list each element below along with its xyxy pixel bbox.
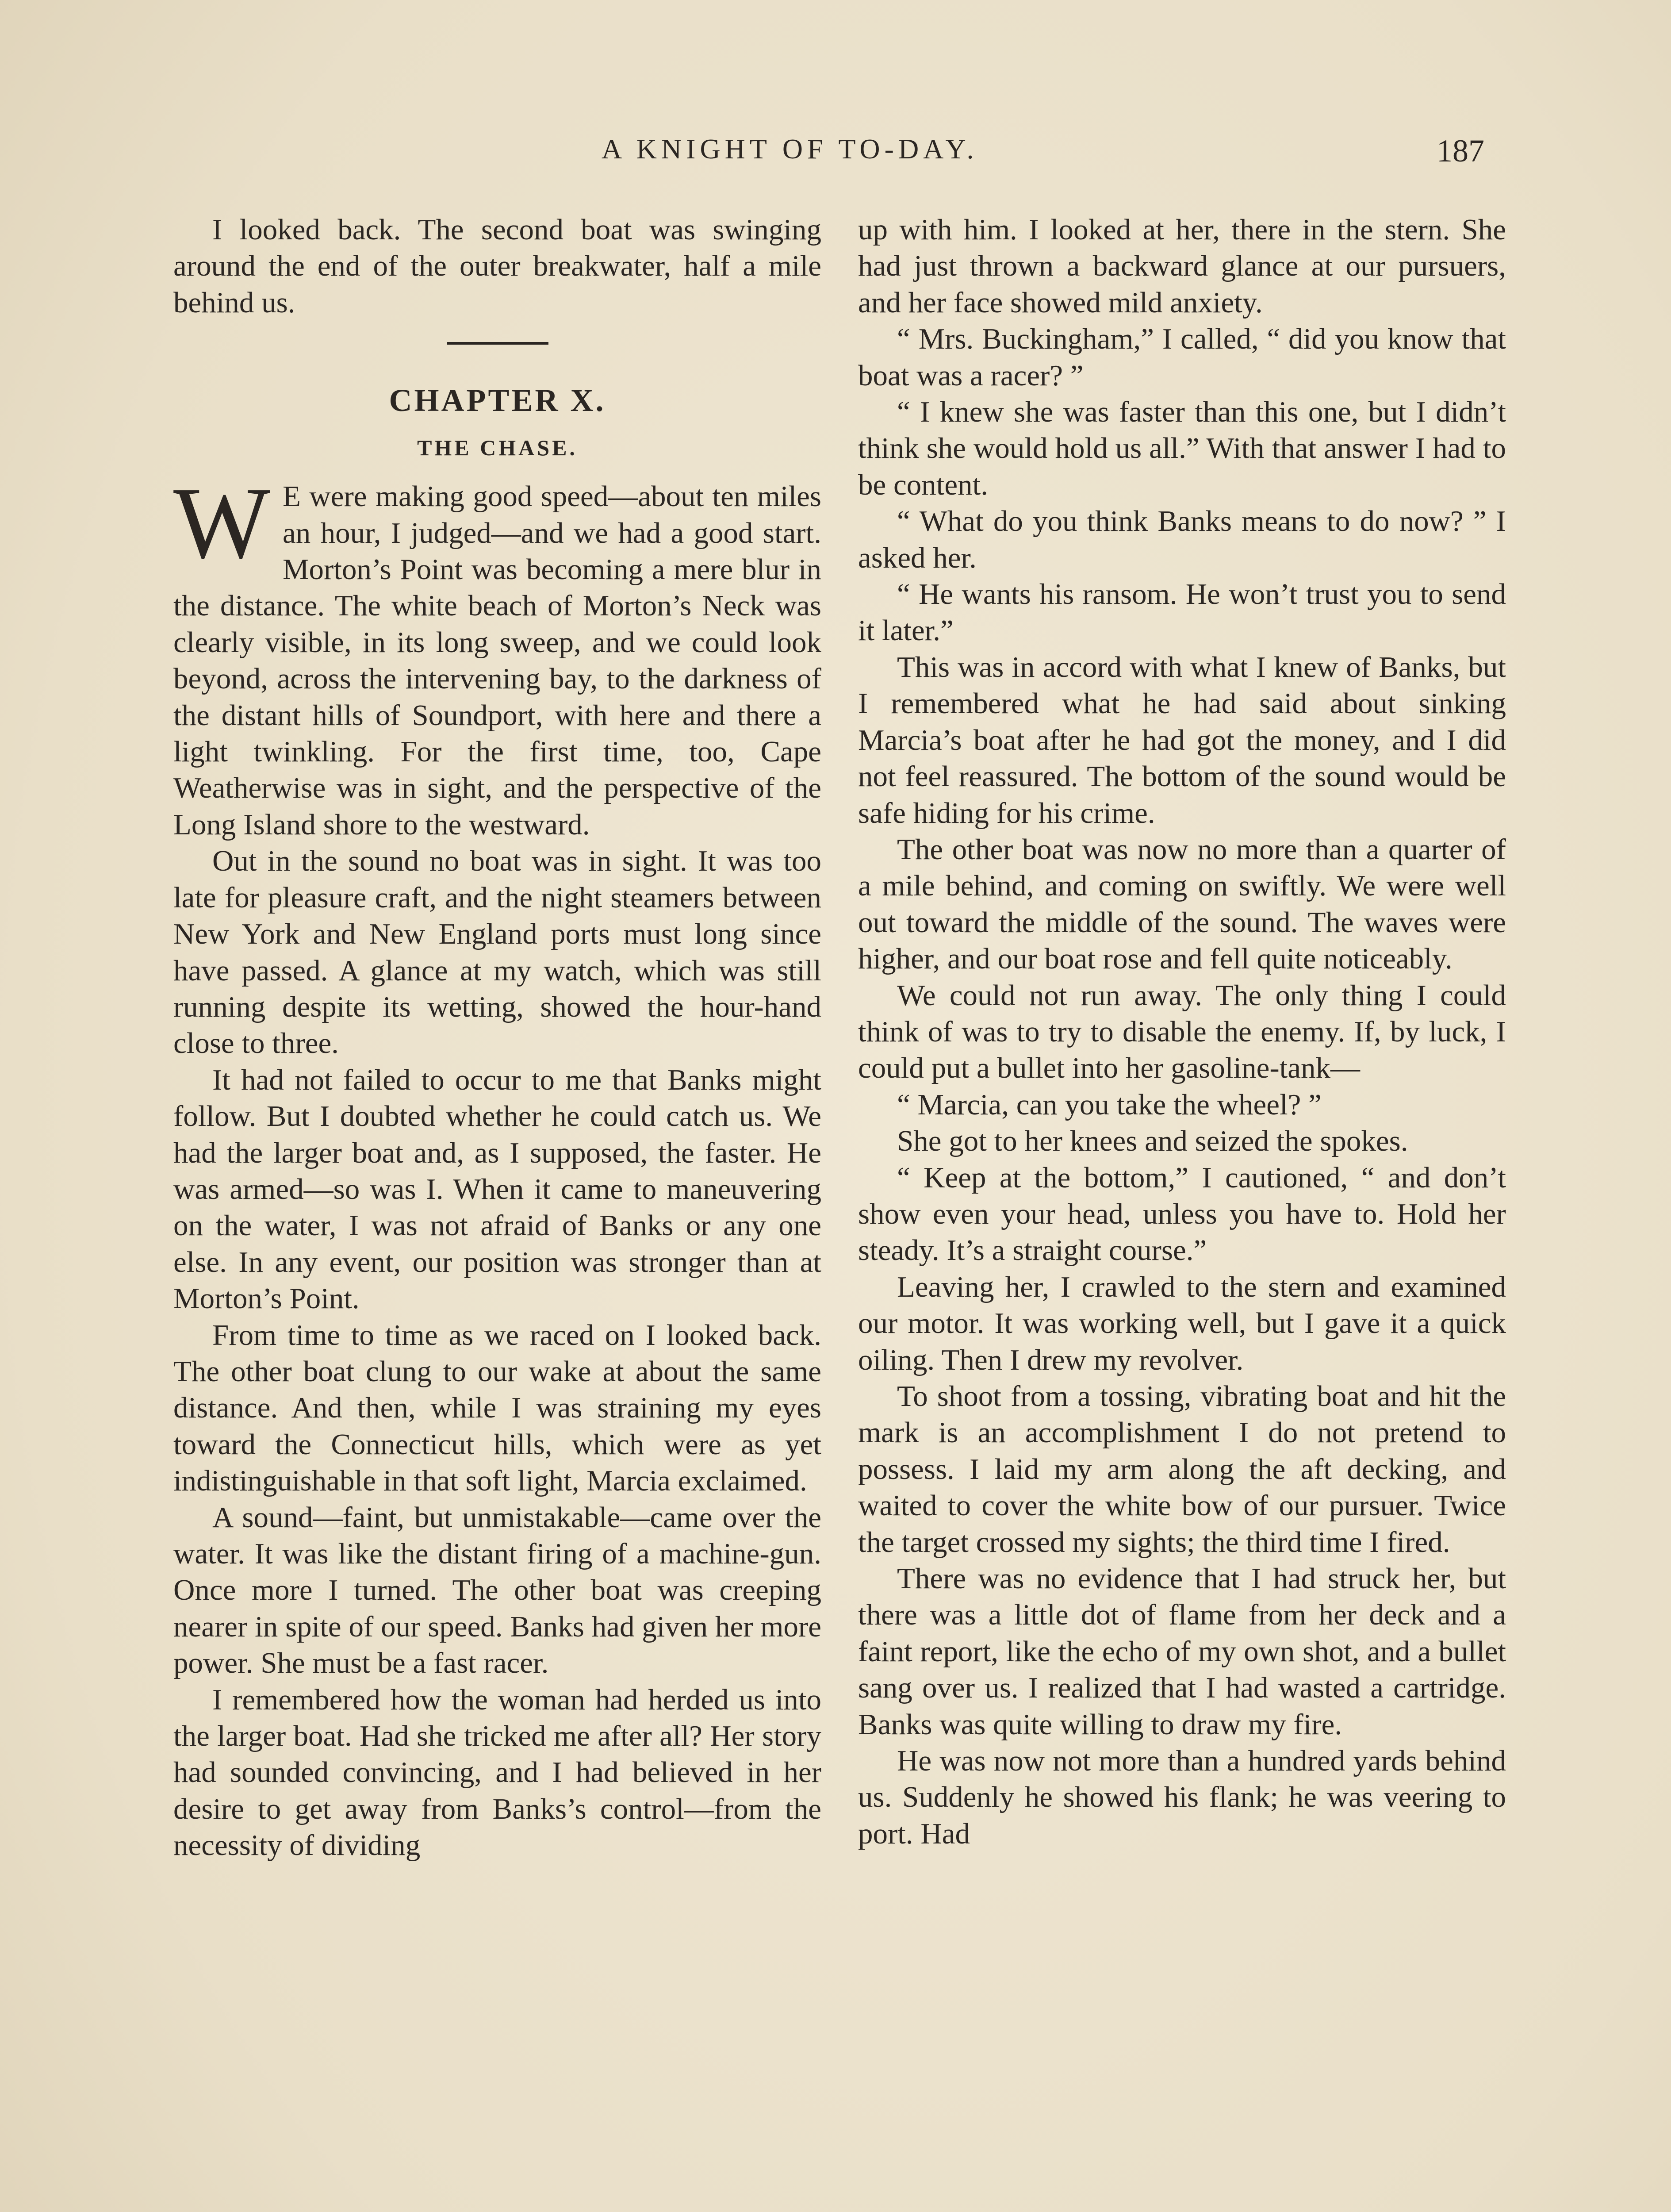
paragraph: This was in accord with what I knew of Banks, but I remembered what he had said about sinking Marcia’s boat after he had got the money, and I did not feel reassured. The bottom of the sound would be safe hiding for his crime. [858, 650, 1506, 830]
paragraph: Leaving her, I crawled to the stern and examined our motor. It was working well, but I gave it a quick oiling. Then I drew my revolver. [858, 1270, 1506, 1376]
paragraph: “ I knew she was faster than this one, but I didn’t think she would hold us all.” With that answer I had to be content. [858, 396, 1506, 501]
paragraph: “ Marcia, can you take the wheel? ” [897, 1088, 1322, 1121]
paragraph: There was no evidence that I had struck her, but there was a little dot of flame from her deck and a faint report, like the echo of my own shot, and a bullet sang over us. I realized that I had wasted a cartridge. Banks was quite willing to draw my fire. [858, 1562, 1506, 1741]
page-number: 187 [1437, 133, 1484, 169]
paragraph: “ Mrs. Buckingham,” I called, “ did you know that boat was a racer? ” [858, 323, 1506, 392]
section-divider [447, 342, 548, 345]
paragraph: She got to her knees and seized the spokes. [897, 1125, 1408, 1158]
paragraph: A sound—faint, but unmistakable—came over the water. It was like the distant firing of a machine-gun. Once more I turned. The other boat was creeping nearer in spite of our speed. Banks had given her more power. She must be a fast racer. [173, 1501, 821, 1680]
paragraph: We could not run away. The only thing I could think of was to try to disable the enemy. If, by luck, I could put a bullet into her gasoline-tank— [858, 979, 1506, 1085]
chapter-subtitle: THE CHASE. [417, 435, 578, 461]
left-column [173, 211, 821, 1864]
paragraph: Out in the sound no boat was in sight. It was too late for pleasure craft, and the night steamers between New York and New England ports must long since have passed. A glance at my watch, which was still running despite its wetting, showed the hour-hand close to three. [173, 845, 821, 1060]
chapter-title: CHAPTER X. [389, 383, 606, 419]
paragraph: I remembered how the woman had herded us into the larger boat. Had she tricked me after all? Her story had sounded convincing, and I had believed in her desire to get away from Banks’s control—from the necessity of dividing [173, 1683, 821, 1862]
paragraph: To shoot from a tossing, vibrating boat and hit the mark is an accomplishment I do not pretend to possess. I laid my arm along the aft decking, and waited to cover the white bow of our pursuer. Twice the target crossed my sights; the third time I fired. [858, 1380, 1506, 1559]
paragraph: “ Keep at the bottom,” I cautioned, “ and don’t show even your head, unless you have to. Hold her steady. It’s a straight course.” [858, 1161, 1506, 1267]
paragraph: From time to time as we raced on I looked back. The other boat clung to our wake at about the same distance. And then, while I was straining my eyes toward the Connecticut hills, which were as yet indistinguishable in that soft light, Marcia exclaimed. [173, 1318, 821, 1498]
first-paragraph-text: E were making good speed—about ten miles an hour, I judged—and we had a good start. Morton’s Point was becoming a mere blur in the distance. The white beach of Morton’s Neck was clearly visible, in its long sweep, and we could look beyond, across the intervening bay, to the darkness of the distant hills of Soundport, with here and there a light twinkling. For the first time, too, Cape Weatherwise was in sight, and the perspective of the Long Island shore to the westward. [173, 480, 821, 841]
right-column [858, 211, 1506, 1852]
first-paragraph [173, 466, 821, 843]
running-head: A KNIGHT OF TO-DAY. [602, 133, 978, 165]
drop-cap: W [173, 466, 270, 580]
paragraph: “ He wants his ransom. He won’t trust you to send it later.” [858, 578, 1506, 647]
paragraph: “ What do you think Banks means to do now? ” I asked her. [858, 505, 1506, 574]
paragraph: The other boat was now no more than a quarter of a mile behind, and coming on swiftly. We were well out toward the middle of the sound. The waves were higher, and our boat rose and fell quite noticeably. [858, 833, 1506, 975]
opening-paragraph: I looked back. The second boat was swinging around the end of the outer breakwater, half a mile behind us. [173, 213, 821, 319]
paragraph: It had not failed to occur to me that Banks might follow. But I doubted whether he could catch us. We had the larger boat and, as I supposed, the faster. He was armed—so was I. When it came to maneuvering on the water, I was not afraid of Banks or any one else. In any event, our position was stronger than at Morton’s Point. [173, 1063, 821, 1315]
paragraph: He was now not more than a hundred yards behind us. Suddenly he showed his flank; he was veering to port. Had [858, 1744, 1506, 1850]
continuation-paragraph: up with him. I looked at her, there in the stern. She had just thrown a backward glance at our pursuers, and her face showed mild anxiety. [858, 213, 1506, 319]
